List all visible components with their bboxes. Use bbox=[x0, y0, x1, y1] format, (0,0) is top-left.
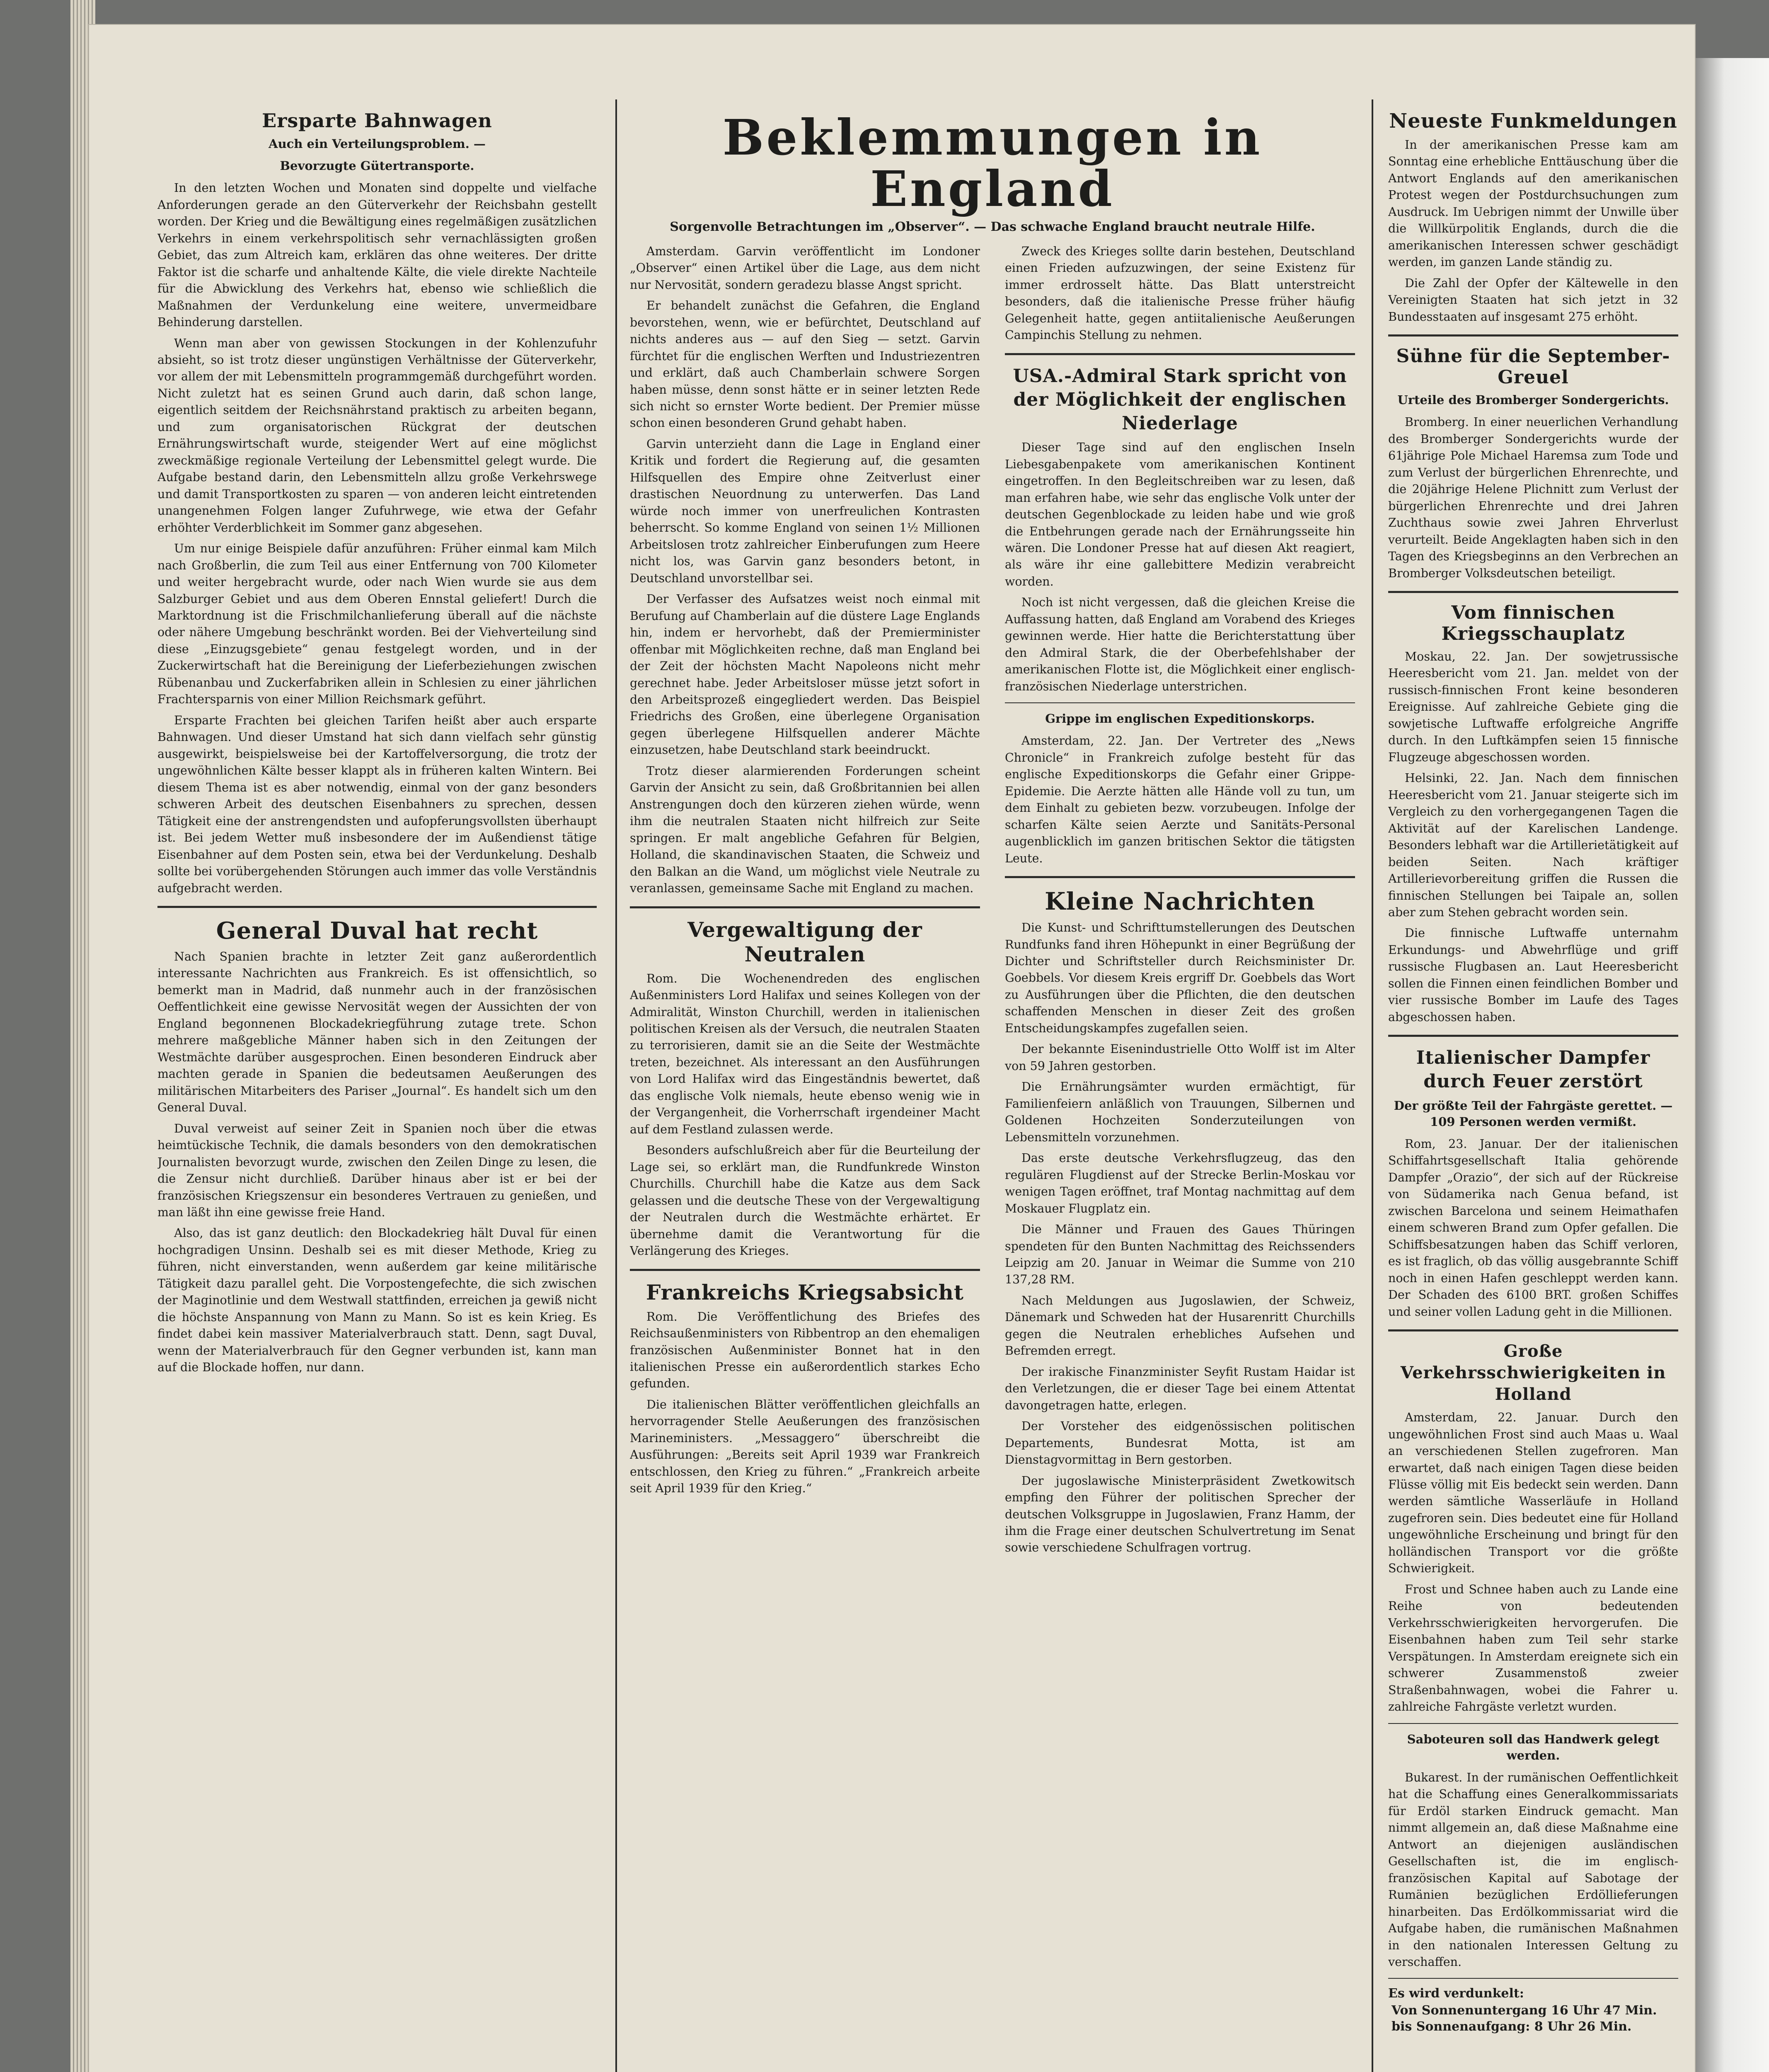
section-rule bbox=[1388, 1723, 1678, 1724]
article-paragraph: Der Verfasser des Aufsatzes weist noch einmal mit Berufung auf Chamberlain auf die düstere Lage Englands hin, indem er hervorhebt, daß der Premierminister offenbar mit Möglichkeiten rechne, daß man England bei der Zeit der höchsten Macht Napoleons nicht mehr gerechnet habe. Jeder Arbeitsloser müsse jetzt sofort in den Arbeitsprozeß eingegliedert werden. Das Beispiel Friedrichs des Großen, eine überlegene Organisation gegen überlegene Hilfsquellen anderer Mächte einzusetzen, habe Deutschland stark beeindruckt. bbox=[630, 592, 980, 757]
article-paragraph: Dieser Tage sind auf den englischen Inseln Liebesgabenpakete vom amerikanischen Kontinent eingetroffen. In den Begleitschreiben war zu lesen, daß man erfahren habe, wie sehr das englische Volk unter der deutschen Gegenblockade zu leiden habe und wie groß die Entbehrungen gerade nach der Ernährungsseite hin wären. Die Londoner Presse hat auf diesen Akt reagiert, als wäre ihr eine gallebittere Medizin verabreicht worden. bbox=[1005, 441, 1355, 588]
article-paragraph: In den letzten Wochen und Monaten sind doppelte und vielfache Anforderungen gerade an den Güterverkehr der Reichsbahn gestellt worden. Der Krieg und die Bewältigung eines regelmäßigen zusätzlichen Verkehrs in einem verkehrspolitisch sehr vernachlässigten großen Gebiet, das zum Altreich kam, erklären das ohne weiteres. Der dritte Faktor ist die scharfe und anhaltende Kälte, die viele direkte Nachteile für die Abwicklung des Verkehrs hat, ebenso wie schließlich die Maßnahmen der Verdunkelung eine weitere, unvermeidbare Behinderung darstellen. bbox=[157, 181, 597, 329]
section-rule bbox=[157, 906, 597, 908]
article-paragraph: Rom, 23. Januar. Der der italienischen Schiffahrtsgesellschaft Italia gehörende Dampfer „Orazio“, der sich auf der Rückreise von Südamerika nach Genua befand, ist zwischen Barcelona und seinem Heimathafen einem schweren Brand zum Opfer gefallen. Die Schiffsbesatzungen haben das Schiff verloren, es ist fraglich, ob das völlig ausgebrannte Schiff noch in einen Hafen geschleppt werden kann. Der Schaden des 6100 BRT. großen Schiffes und seiner vollen Ladung geht in die Millionen. bbox=[1388, 1137, 1678, 1319]
section-rule bbox=[630, 1269, 980, 1271]
center-subcolumn-right bbox=[1005, 243, 1355, 1561]
article-paragraph: Wenn man aber von gewissen Stockungen in der Kohlenzufuhr absieht, so ist trotz dieser ungünstigen Verhältnisse der Güterverkehr, vor allem der mit Lebensmitteln programmgemäß durchgeführt worden. Nicht zuletzt hat es seinen Grund auch darin, daß schon lange, eigentlich seitdem der Reichsnährstand praktisch zu arbeiten begann, und zum organisatorischen Rückgrat der deutschen Ernährungswirtschaft wurde, steigender Wert auf eine möglichst zweckmäßige regionale Verteilung der Lebensmittel gelegt wurde. Die Aufgabe bestand darin, den Lebensmitteln allzu große Verkehrswege und damit Transportkosten zu sparen — von anderen leicht eintretenden unangenehmen Folgen langer Zufuhrwege, wie etwa der Gefahr erhöhter Verderblichkeit im Sommer ganz abgesehen. bbox=[157, 336, 597, 535]
article-paragraph: Rom. Die Veröffentlichung des Briefes des Reichsaußenministers von Ribbentrop an den ehemaligen französischen Außenminister Bonnet hat in den italienischen Presse ein außerordentlich starkes Echo gefunden. bbox=[630, 1310, 980, 1391]
section-rule bbox=[1005, 876, 1355, 878]
column-center bbox=[630, 104, 1355, 2072]
article-paragraph: In der amerikanischen Presse kam am Sonntag eine erhebliche Enttäuschung über die Antwort Englands auf den amerikanischen Protest wegen der Postdurchsuchungen zum Ausdruck. Im Uebrigen nimmt der Unwille über die Willkürpolitik Englands, durch die die amerikanischen Interessen schwer geschädigt werden, im ganzen Lande ständig zu. bbox=[1388, 138, 1678, 269]
article-subheading: Urteile des Bromberger Sondergerichts. bbox=[1397, 393, 1669, 407]
article-paragraph: Rom. Die Wochenendreden des englischen Außenministers Lord Halifax und seines Kollegen von der Admiralität, Winston Churchill, werden in italienischen politischen Kreisen als der Versuch, die neutralen Staaten zu terrorisieren, damit sie an die Seite der Westmächte treten, bezeichnet. Als interessant an den Ausführungen von Lord Halifax wird das Eingeständnis bewertet, daß das englische Volk niemals, heute ebenso wenig wie in der Vergangenheit, die Vorherrschaft irgendeiner Macht auf dem Festland zulassen werde. bbox=[630, 971, 980, 1136]
section-rule bbox=[1388, 334, 1678, 336]
article-heading-funkmeldungen: Neueste Funkmeldungen bbox=[1389, 109, 1677, 133]
article-paragraph: Amsterdam, 22. Januar. Durch den ungewöhnlichen Frost sind auch Maas u. Waal an verschiedenen Stellen zugefroren. Man erwartet, daß nach einigen Tagen diese beiden Flüsse völlig mit Eis bedeckt sein werden. Dann werden sämtliche Wasserläufe in Holland zugefroren sein. Dies bedeutet eine für Holland ungewöhnliche Erscheinung und bringt für den holländischen Transport vor die größte Schwierigkeit. bbox=[1388, 1411, 1678, 1576]
article-paragraph: Er behandelt zunächst die Gefahren, die England bevorstehen, wenn, wie er befürchtet, Deutschland auf nichts anderes aus — auf den Sieg — setzt. Garvin fürchtet für die englischen Werften und Industriezentren und erklärt, daß auch Chamberlain schwere Sorgen haben müsse, denn sonst hätte er in seiner letzten Rede sich nicht so ernster Worte bedient. Der Premier müsse schon einen besonderen Grund gehabt haben. bbox=[630, 299, 980, 430]
article-paragraph: Ersparte Frachten bei gleichen Tarifen heißt aber auch ersparte Bahnwagen. Und dieser Umstand hat sich dann vielfach sehr günstig ausgewirkt, beispielsweise bei der Kartoffelversorgung, die trotz der ungewöhnlichen Kälte besser klappt als in früheren kalten Wintern. Bei diesem Thema ist es aber notwendig, einmal von der ganz besonders schweren Arbeit des deutschen Eisenbahners zu sprechen, dessen Tätigkeit eine der anstrengendsten und aufopferungsvollsten überhaupt ist. Bei jedem Wetter muß insbesondere der im Außendienst tätige Eisenbahner auf dem Posten sein, etwa bei der Verdunkelung. Deshalb sollte bei vorübergehenden Störungen auch immer das volle Verständnis aufgebracht werden. bbox=[157, 713, 597, 895]
article-paragraph: Um nur einige Beispiele dafür anzuführen: Früher einmal kam Milch nach Großberlin, die zum Teil aus einer Entfernung von 700 Kilometer und weiter hergebracht wurde, oder nach Wien wurde sie aus dem Salzburger Gebiet und aus dem Oberen Ennstal geliefert! Durch die Marktordnung ist die Frischmilchanlieferung überall auf die nächste oder nähere Umgebung beschränkt worden. Bei der Viehverteilung sind diese „Einzugsgebiete“ genau festgelegt worden, und in der Zuckerwirtschaft hat die Bereinigung der Lieferbeziehungen zwischen Rübenanbau und Zuckerfabriken allein in Schlesien zu einer jährlichen Frachtersparnis von einer Million Reichsmark geführt. bbox=[157, 542, 597, 707]
article-heading-ersparte-bahnwagen: Ersparte Bahnwagen bbox=[262, 109, 492, 132]
blackout-notice-title: Es wird verdunkelt: bbox=[1388, 1986, 1524, 2001]
article-paragraph: Moskau, 22. Jan. Der sowjetrussische Heeresbericht vom 21. Jan. meldet von der russisch-finnischen Front keine besonderen Ereignisse. Auf zahlreiche Gebiete ging die sowjetische Luftwaffe erfolgreiche Angriffe durch. In den Luftkämpfen seien 15 finnische Flugzeuge abgeschossen worden. bbox=[1388, 649, 1678, 764]
section-rule bbox=[1388, 1329, 1678, 1331]
article-paragraph: Duval verweist auf seiner Zeit in Spanien noch über die etwas heimtückische Technik, die damals besonders von den demokratischen Journalisten bevorzugt wurde, zwischen den Zeilen Dinge zu lesen, die die Zensur nicht durchließ. Darüber hinaus aber ist er bei der französischen Kriegszensur ein besonderes Vertrauen zu genießen, und man läßt ihn eine gewisse freie Hand. bbox=[157, 1121, 597, 1219]
column-right bbox=[1388, 104, 1678, 2072]
article-paragraph: Das erste deutsche Verkehrsflugzeug, das den regulären Flugdienst auf der Strecke Berlin-Moskau vor wenigen Tagen eröffnet, traf Montag nachmittag auf dem Moskauer Flugplatz ein. bbox=[1005, 1151, 1355, 1215]
section-rule bbox=[1005, 353, 1355, 355]
blackout-notice-line: bis Sonnenaufgang: 8 Uhr 26 Min. bbox=[1391, 2019, 1632, 2034]
article-subheading: Der größte Teil der Fahrgäste gerettet. — 109 Personen werden vermißt. bbox=[1394, 1098, 1673, 1129]
article-paragraph: Also, das ist ganz deutlich: den Blockadekrieg hält Duval für einen hochgradigen Unsinn. Deshalb sei es mit dieser Methode, Krieg zu führen, nicht einverstanden, wenn außerdem gar keine militärische Tätigkeit dazu parallel geht. Die Vorpostengefechte, die sich zwischen der Maginotlinie und dem Westwall stattfinden, erreichen ja gewiß nicht die höchste Anspannung von Mann zu Mann. So ist es kein Krieg. Es findet dabei kein massiver Materialverbrauch statt. Denn, sagt Duval, wenn der Materialverbrauch für den Gegner verbunden ist, kann man auf die Blockade hoffen, nur dann. bbox=[157, 1226, 597, 1375]
article-paragraph: Bukarest. In der rumänischen Oeffentlichkeit hat die Schaffung eines Generalkommissariats für Erdöl starken Eindruck gemacht. Man nimmt allgemein an, daß diese Maßnahme eine Antwort an diejenigen ausländischen Gesellschaften ist, die im englisch-französischen Kapital auf Sabotage der Rumänien bezüglichen Erdöllieferungen hinarbeiten. Das Erdölkommissariat wird die Aufgabe haben, die rumänischen Maßnahmen in den nationalen Interessen Geltung zu verschaffen. bbox=[1388, 1770, 1678, 1969]
column-rule-right bbox=[1372, 99, 1373, 2072]
article-paragraph: Zweck des Krieges sollte darin bestehen, Deutschland einen Frieden aufzuzwingen, der seine Existenz für immer erdrosselt hätte. Das Blatt unterstreicht besonders, daß die italienische Presse früher häufig Gelegenheit hatte, gegen antiitalienische Aeußerungen Campinchis Stellung zu nehmen. bbox=[1005, 244, 1355, 342]
section-rule bbox=[630, 906, 980, 908]
article-paragraph: Der jugoslawische Ministerpräsident Zwetkowitsch empfing den Führer der politischen Sprecher der deutschen Volksgruppe in Jugoslawien, Franz Hamm, der ihm die Frage einer deutschen Schulvertretung im Senat sowie verschiedene Schulfragen vortrug. bbox=[1005, 1474, 1355, 1555]
article-paragraph: Helsinki, 22. Jan. Nach dem finnischen Heeresbericht vom 21. Januar steigerte sich im Vergleich zu den vorhergegangenen Tagen die Aktivität auf der Karelischen Landenge. Besonders lebhaft war die Artillerietätigkeit auf beiden Seiten. Nach kräftiger Artillerievorbereitung griffen die Russen die finnischen Stellungen bei Taipale an, sollen aber zum Stehen gebracht worden sein. bbox=[1388, 771, 1678, 920]
section-rule bbox=[1388, 1978, 1678, 1979]
newspaper-page bbox=[89, 25, 1695, 2072]
article-subheading: Bevorzugte Gütertransporte. bbox=[280, 159, 474, 173]
article-heading-neutrale: Vergewaltigung der Neutralen bbox=[687, 917, 922, 966]
article-paragraph: Nach Meldungen aus Jugoslawien, der Schweiz, Dänemark und Schweden hat der Husarenritt Churchills gegen die Neutralen erhebliches Aufsehen und Befremden erregt. bbox=[1005, 1293, 1355, 1358]
article-paragraph: Noch ist nicht vergessen, daß die gleichen Kreise die Auffassung hatten, daß England am Vorabend des Krieges gewinnen werde. Hier hatte die Berichterstattung über den Admiral Stark, die der Oberbefehlshaber der amerikanischen Flotte ist, die Möglichkeit einer englisch-französischen Niederlage unterstrichen. bbox=[1005, 595, 1355, 693]
article-paragraph: Die Kunst- und Schrifttumstellerungen des Deutschen Rundfunks fand ihren Höhepunkt in einer Begrüßung der Dichter und Schriftsteller durch Reichsminister Dr. Goebbels. Vor diesem Kreis ergriff Dr. Goebbels das Wort zu Ausführungen über die Pflichten, die den deutschen schaffenden Menschen in dieser Zeit des großen Entscheidungskampfes zugefallen seien. bbox=[1005, 921, 1355, 1035]
article-paragraph: Bromberg. In einer neuerlichen Verhandlung des Bromberger Sondergerichts wurde der 61jährige Pole Michael Haremsa zum Tode und zum Verlust der bürgerlichen Ehrenrechte, und die 20jährige Helene Plichnitt zum Verlust der bürgerlichen Ehrenrechte und drei Jahren Zuchthaus sowie zwei Jahren Ehrverlust verurteilt. Beide Angeklagten haben sich in den Tagen des Kriegsbeginns an den Verbrechen an Bromberger Volksdeutschen beteiligt. bbox=[1388, 415, 1678, 580]
main-headline: Beklemmungen in England bbox=[722, 109, 1263, 218]
article-paragraph: Nach Spanien brachte in letzter Zeit ganz außerordentlich interessante Nachrichten aus Frankreich. Es ist offensichtlich, so bemerkt man in Madrid, daß nunmehr auch in der französischen Oeffentlichkeit eine gewisse Nervosität wegen der Aussichten der von England begonnenen Blockadekriegführung zutage trete. Schon mehrere maßgebliche Männer haben sich in den Zeitungen der Westmächte darüber ausgesprochen. Einen besonderen Eindruck aber machten gerade in Spanien die bedeutsamen Aeußerungen des militärischen Mitarbeiters des Pariser „Journal“. Es handelt sich um den General Duval. bbox=[157, 949, 597, 1115]
article-paragraph: Amsterdam, 22. Jan. Der Vertreter des „News Chronicle“ in Frankreich zufolge besteht für das englische Expeditionskorps die Gefahr einer Grippe-Epidemie. Die Aerzte hätten alle Hände voll zu tun, um dem Einhalt zu gebieten bezw. vorzubeugen. Infolge der scharfen Kälte seien Aerzte und Sanitäts-Personal augenblicklich im ganzen britischen Sektor die tätigsten Leute. bbox=[1005, 734, 1355, 865]
blackout-notice-line: Von Sonnenuntergang 16 Uhr 47 Min. bbox=[1391, 2003, 1657, 2018]
article-heading-frankreich: Frankreichs Kriegsabsicht bbox=[646, 1280, 964, 1305]
article-paragraph: Frost und Schnee haben auch zu Lande eine Reihe von bedeutenden Verkehrsschwierigkeiten hervorgerufen. Die Eisenbahnen haben zum Teil sehr starke Verspätungen. In Amsterdam ereignete sich ein schwerer Zusammenstoß zweier Straßenbahnwagen, wobei die Fahrer u. zahlreiche Fahrgäste verletzt wurden. bbox=[1388, 1582, 1678, 1714]
column-rule-left bbox=[615, 99, 617, 2072]
article-paragraph: Der bekannte Eisenindustrielle Otto Wolff ist im Alter von 59 Jahren gestorben. bbox=[1005, 1042, 1355, 1073]
scan-margin-strip bbox=[1694, 58, 1769, 2072]
article-heading-verkehr: Große Verkehrsschwierigkeiten in Holland bbox=[1400, 1341, 1666, 1404]
article-paragraph: Die Zahl der Opfer der Kältewelle in den Vereinigten Staaten hat sich jetzt in 32 Bundesstaaten auf insgesamt 275 erhöht. bbox=[1388, 276, 1678, 324]
article-heading-finnland: Vom finnischen Kriegsschauplatz bbox=[1441, 602, 1625, 644]
article-heading-admiral-stark: USA.-Admiral Stark spricht von der Möglichkeit der englischen Niederlage bbox=[1013, 365, 1347, 434]
article-paragraph: Die finnische Luftwaffe unternahm Erkundungs- und Abwehrflüge und griff russische Flugbasen an. Laut Heeresbericht sollen die Finnen einen feindlichen Bomber und vier russische Bomber im Laufe des Tages abgeschossen haben. bbox=[1388, 926, 1678, 1024]
center-two-column-area bbox=[630, 243, 1355, 1561]
article-paragraph: Trotz dieser alarmierenden Forderungen scheint Garvin der Ansicht zu sein, daß Großbritannien bei allen Anstrengungen doch den kürzeren ziehen würde, wenn ihm die neutralen Staaten nicht hilfreich zur Seite springen. Er malt angebliche Gefahren für Belgien, Holland, die skandinavischen Staaten, die Schweiz und den Balkan an die Wand, um möglichst viele Neutrale zu veranlassen, gemeinsame Sache mit England zu machen. bbox=[630, 764, 980, 896]
article-paragraph: Der irakische Finanzminister Seyfit Rustam Haidar ist den Verletzungen, die er dieser Tage bei einem Attentat davongetragen hatte, erlegen. bbox=[1005, 1365, 1355, 1412]
center-subcolumn-left bbox=[630, 243, 980, 1561]
article-heading-dampfer: Italienischer Dampfer durch Feuer zerstört bbox=[1416, 1047, 1650, 1092]
section-rule bbox=[1005, 702, 1355, 703]
section-rule bbox=[1388, 591, 1678, 593]
article-paragraph: Besonders aufschlußreich aber für die Beurteilung der Lage sei, so erklärt man, die Rundfunkrede Winston Churchills. Churchill habe die Katze aus dem Sack gelassen und die deutsche These von der Vergewaltigung der Neutralen durch die Westmächte erhärtet. Er übernehme damit die Verantwortung für die Verlängerung des Krieges. bbox=[630, 1143, 980, 1258]
article-paragraph: Amsterdam. Garvin veröffentlicht im Londoner „Observer“ einen Artikel über die Lage, aus dem nicht nur Nervosität, sondern geradezu blasse Angst spricht. bbox=[630, 244, 980, 292]
article-paragraph: Garvin unterzieht dann die Lage in England einer Kritik und fordert die Regierung auf, die gesamten Hilfsquellen des Empire ohne Zeitverlust einer drastischen Neuordnung zu unterwerfen. Das Land würde noch immer von unerfreulichen Kontrasten beherrscht. So komme England von seinen 1½ Millionen Arbeitslosen trotz zahlreicher Einberufungen zum Heere nicht los, was Garvin ganz besonders betont, in Deutschland unvorstellbar sei. bbox=[630, 437, 980, 585]
article-paragraph: Der Vorsteher des eidgenössischen politischen Departements, Bundesrat Motta, ist am Dienstagvormittag in Bern gestorben. bbox=[1005, 1419, 1355, 1467]
article-heading-kleine-nachrichten: Kleine Nachrichten bbox=[1045, 887, 1315, 916]
column-left bbox=[157, 104, 597, 2072]
article-paragraph: Die Männer und Frauen des Gaues Thüringen spendeten für den Bunten Nachmittag des Reichssenders Leipzig am 20. Januar in Weimar die Summe von 210 137,28 RM. bbox=[1005, 1222, 1355, 1287]
article-paragraph: Die Ernährungsämter wurden ermächtigt, für Familienfeiern anläßlich von Trauungen, Silbernen und Goldenen Hochzeiten Sonderzuteilungen von Lebensmitteln vorzunehmen. bbox=[1005, 1080, 1355, 1144]
section-rule bbox=[1388, 1035, 1678, 1037]
article-heading-general-duval: General Duval hat recht bbox=[216, 917, 538, 944]
article-heading-grippe: Grippe im englischen Expeditionskorps. bbox=[1045, 712, 1315, 726]
article-heading-suehne: Sühne für die September-Greuel bbox=[1396, 346, 1670, 388]
article-heading-saboteure: Saboteuren soll das Handwerk gelegt werden. bbox=[1407, 1732, 1660, 1762]
article-subheading: Auch ein Verteilungsproblem. — bbox=[269, 137, 486, 151]
article-paragraph: Die italienischen Blätter veröffentlichen gleichfalls an hervorragender Stelle Aeußerungen des französischen Marineministers. „Messaggero“ überschreibt die Ausführungen: „Bereits seit April 1939 war Frankreich entschlossen, den Krieg zu führen.“ „Frankreich arbeite seit April 1939 für den Krieg.“ bbox=[630, 1397, 980, 1496]
main-headline-dek: Sorgenvolle Betrachtungen im „Observer“. — Das schwache England braucht neutrale Hilfe. bbox=[670, 219, 1315, 234]
